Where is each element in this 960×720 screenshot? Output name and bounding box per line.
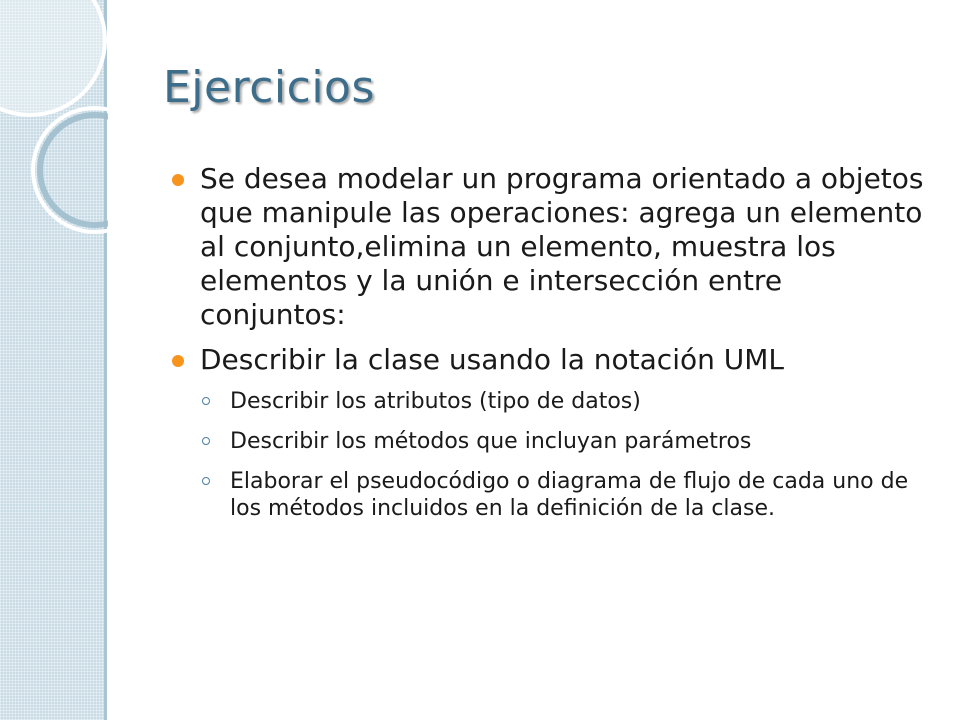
filled-circle-bullet-icon <box>172 355 184 367</box>
sub-bullet-text: Describir los atributos (tipo de datos) <box>230 389 641 414</box>
hollow-circle-bullet-icon <box>202 397 210 405</box>
bullet-item <box>172 343 932 377</box>
slide-title: Ejercicios <box>163 62 375 113</box>
sub-bullet-item <box>172 468 932 522</box>
bullet-text: Se desea modelar un programa orientado a objetos que manipule las operaciones: agrega un elemento al conjunto,elimina un elemento, muestra los elementos y la unión e intersección entre conjuntos: <box>200 162 924 331</box>
hollow-circle-bullet-icon <box>202 437 210 445</box>
slide-content <box>172 162 932 535</box>
filled-circle-bullet-icon <box>172 174 184 186</box>
bullet-text: Describir la clase usando la notación UML <box>200 343 785 376</box>
sub-bullet-list <box>172 388 932 522</box>
sub-bullet-item <box>172 388 932 415</box>
decorative-circles-icon <box>0 0 108 290</box>
sub-bullet-text: Elaborar el pseudocódigo o diagrama de flujo de cada uno de los métodos incluidos en la definición de la clase. <box>230 469 909 521</box>
hollow-circle-bullet-icon <box>202 477 210 485</box>
sub-bullet-item <box>172 428 932 455</box>
bullet-item <box>172 162 932 332</box>
sub-bullet-text: Describir los métodos que incluyan parámetros <box>230 429 752 454</box>
